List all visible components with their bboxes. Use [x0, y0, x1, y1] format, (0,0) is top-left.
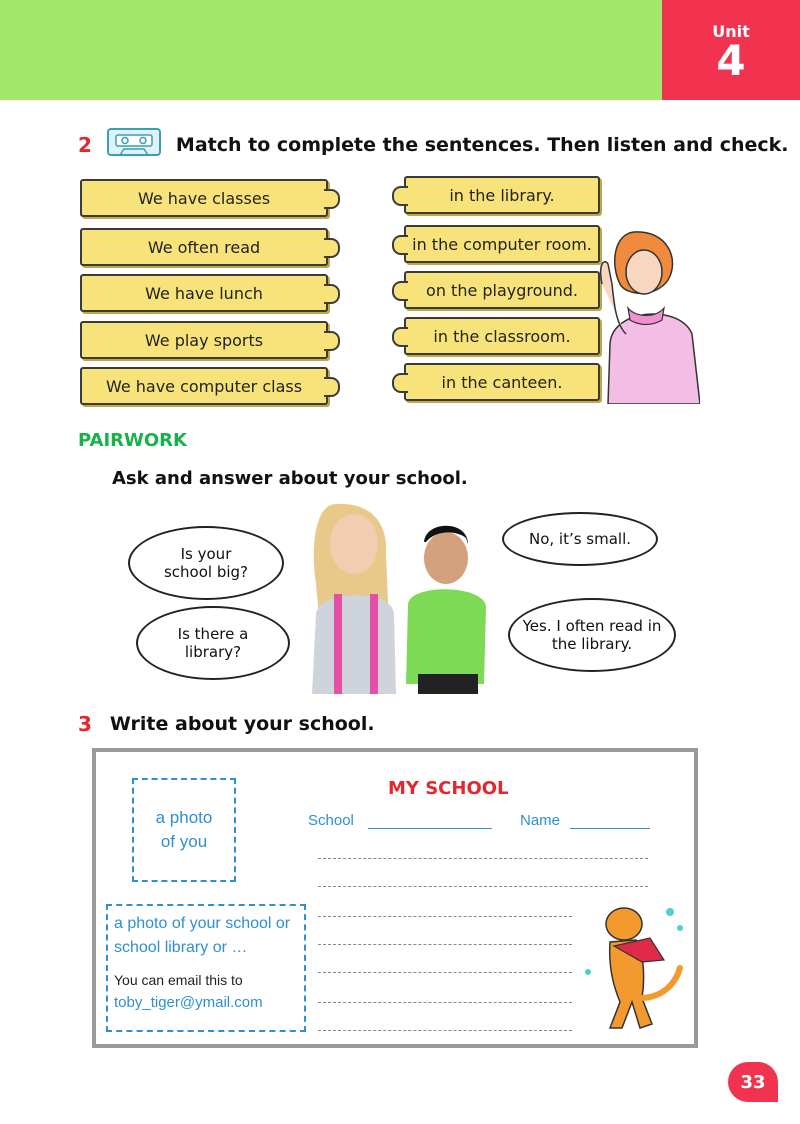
- school-field[interactable]: [368, 828, 492, 829]
- left-piece-label: We have classes: [137, 188, 271, 208]
- left-piece-label: We have lunch: [145, 283, 263, 303]
- photo-school-label: a photo of your school or school library or …: [114, 915, 291, 956]
- write-line-2[interactable]: [318, 886, 648, 887]
- right-piece-label: on the playground.: [426, 280, 578, 300]
- bubble-text: No, it’s small.: [528, 530, 632, 548]
- name-label: Name: [520, 812, 561, 829]
- write-line-1[interactable]: [318, 858, 648, 859]
- write-line-6[interactable]: [318, 1002, 572, 1003]
- unit-number: 4: [716, 36, 746, 85]
- my-school-card: [92, 748, 698, 1048]
- pairwork-instruction: Ask and answer about your school.: [112, 468, 468, 489]
- right-piece-label: in the classroom.: [433, 326, 571, 346]
- left-piece-label: We often read: [147, 237, 261, 257]
- section-3-instruction: Write about your school.: [109, 713, 375, 735]
- pairwork-heading: PAIRWORK: [78, 430, 187, 451]
- write-line-3[interactable]: [318, 916, 572, 917]
- right-piece-3[interactable]: [404, 271, 600, 309]
- right-piece-label: in the computer room.: [412, 234, 592, 254]
- section-2-number: 2: [78, 132, 92, 157]
- left-piece-2[interactable]: [80, 228, 328, 266]
- right-piece-1[interactable]: [404, 176, 600, 214]
- left-piece-1[interactable]: [80, 179, 328, 217]
- left-piece-5[interactable]: [80, 367, 328, 405]
- write-line-7[interactable]: [318, 1030, 572, 1031]
- cassette-icon: [106, 126, 162, 163]
- section-3-heading: [78, 712, 375, 736]
- email-note: You can email this to: [114, 972, 243, 988]
- left-piece-4[interactable]: [80, 321, 328, 359]
- right-piece-label: in the canteen.: [441, 372, 563, 392]
- speech-bubble-q2: [136, 606, 290, 680]
- right-piece-label: in the library.: [449, 185, 555, 205]
- bubble-text: Is your school big?: [163, 545, 249, 581]
- tiger-mascot-illustration: [580, 902, 690, 1037]
- email-address[interactable]: toby_tiger@ymail.com: [114, 994, 263, 1011]
- photo-school-box[interactable]: [106, 904, 306, 1032]
- speech-bubble-a1: [502, 512, 658, 566]
- right-piece-4[interactable]: [404, 317, 600, 355]
- name-field[interactable]: [570, 828, 650, 829]
- right-piece-2[interactable]: [404, 225, 600, 263]
- section-2-heading: [78, 126, 789, 163]
- section-3-number: 3: [78, 712, 92, 736]
- card-title: MY SCHOOL: [388, 778, 509, 799]
- photo-you-box[interactable]: [132, 778, 236, 882]
- children-photo: [296, 494, 506, 699]
- unit-badge: [662, 0, 800, 100]
- page-number: 33: [728, 1062, 778, 1102]
- right-piece-5[interactable]: [404, 363, 600, 401]
- unit-label: Unit: [712, 22, 750, 41]
- left-piece-label: We have computer class: [105, 376, 303, 396]
- speech-bubble-q1: [128, 526, 284, 600]
- speech-bubble-a2: [508, 598, 676, 672]
- photo-you-label: a photo of you: [155, 808, 213, 851]
- section-2-instruction: Match to complete the sentences. Then listen and check.: [175, 133, 789, 156]
- write-line-5[interactable]: [318, 972, 572, 973]
- bubble-text: Yes. I often read in the library.: [522, 617, 662, 653]
- bubble-text: Is there a library?: [177, 625, 249, 661]
- teacher-illustration: [596, 224, 700, 409]
- left-piece-3[interactable]: [80, 274, 328, 312]
- write-line-4[interactable]: [318, 944, 572, 945]
- header-band: [0, 0, 662, 100]
- left-piece-label: We play sports: [144, 330, 264, 350]
- school-label: School: [308, 812, 354, 829]
